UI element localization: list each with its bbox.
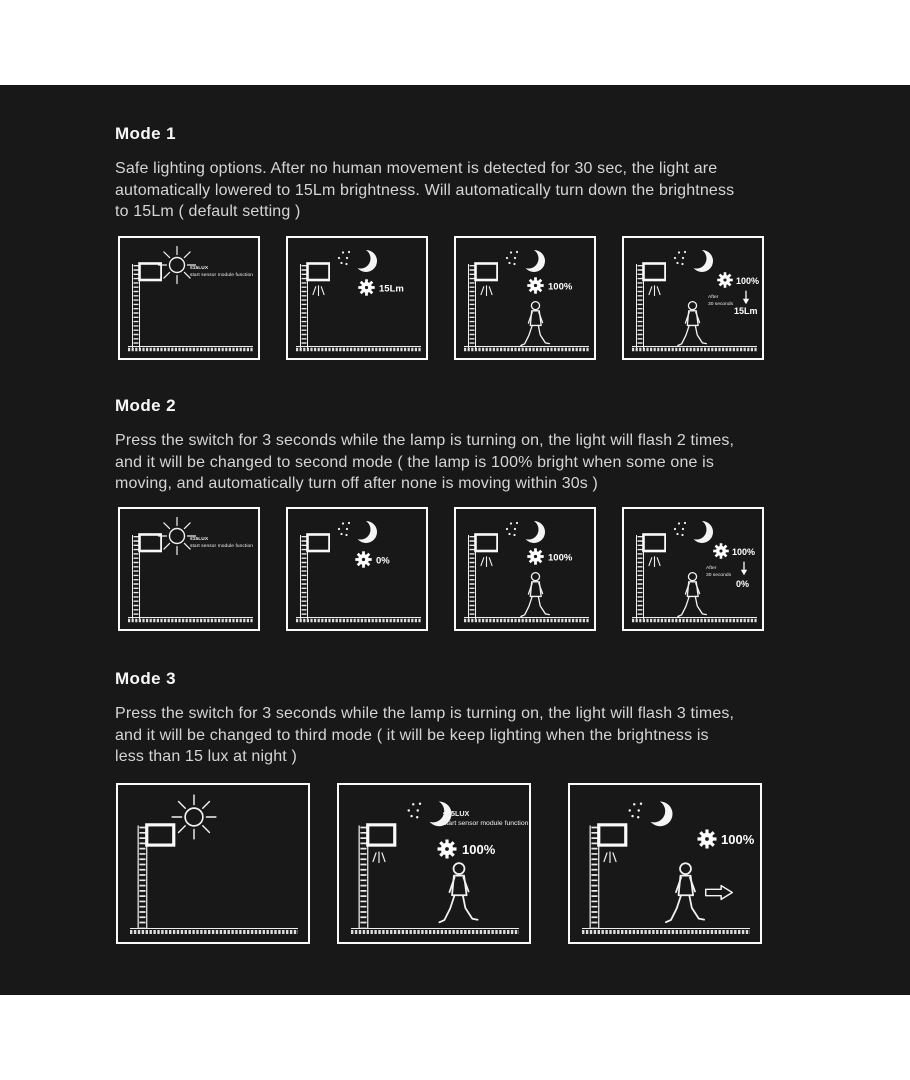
- moon-icon: [506, 249, 545, 273]
- street-lamp-icon: [301, 264, 330, 349]
- brightness-label: 100%: [462, 842, 496, 857]
- down-arrow-icon: [741, 562, 747, 576]
- person-icon: [678, 573, 706, 617]
- mode-2-desc-line-1: Press the switch for 3 seconds while the lamp is turning on, the light will flash 2 times,: [115, 432, 735, 449]
- person-icon: [678, 302, 706, 346]
- ground-line: [632, 618, 757, 621]
- after-result-label: 15Lm: [734, 306, 758, 316]
- moon-icon: [674, 249, 713, 273]
- light-rays-icon: [373, 852, 385, 863]
- down-arrow-icon: [743, 291, 749, 305]
- ground-line: [296, 618, 421, 621]
- moon-icon: [338, 520, 377, 544]
- street-lamp-icon: [469, 264, 498, 349]
- after-label-2: 30 seconds: [706, 573, 732, 578]
- street-lamp-icon: [637, 264, 666, 349]
- light-rays-icon: [481, 286, 492, 296]
- street-lamp-icon: [637, 535, 666, 620]
- mode-2-desc-line-2: and it will be changed to second mode ( the lamp is 100% bright when some one is: [115, 453, 715, 471]
- brightness-label: 100%: [736, 276, 760, 286]
- brightness-label: 15Lm: [379, 283, 404, 295]
- street-lamp-icon: [138, 825, 174, 929]
- street-lamp-icon: [133, 535, 162, 620]
- moon-icon: [338, 249, 377, 273]
- brightness-label: 100%: [548, 281, 573, 293]
- after-label-2: 30 seconds: [708, 302, 734, 307]
- mode3-panel-2: [337, 783, 531, 944]
- brightness-icon: [438, 840, 457, 859]
- mode3-panel-1: [116, 783, 310, 944]
- sensor-threshold-label: ≤15LUX: [190, 537, 209, 542]
- mode-1-desc-line-2: automatically lowered to 15Lm brightness. Will automatically turn down the brightness: [115, 181, 735, 199]
- light-rays-icon: [649, 286, 660, 296]
- ground-line: [464, 618, 589, 621]
- mode2-panel-2: [286, 507, 428, 631]
- mode3-panel-3: [568, 783, 762, 944]
- sensor-function-label: start sensor module function: [443, 820, 529, 827]
- brightness-icon: [355, 551, 371, 567]
- light-rays-icon: [481, 557, 492, 567]
- brightness-label: 100%: [721, 832, 755, 847]
- after-label-1: After: [706, 566, 717, 571]
- right-arrow-icon: [706, 886, 733, 900]
- ground-line: [632, 347, 757, 350]
- light-rays-icon: [313, 286, 324, 296]
- ground-line: [351, 929, 519, 933]
- after-label-1: After: [708, 295, 719, 300]
- mode-1-title: Mode 1: [115, 124, 176, 143]
- person-icon: [521, 302, 549, 346]
- brightness-icon: [713, 543, 729, 559]
- street-lamp-icon: [133, 264, 162, 349]
- person-icon: [521, 573, 549, 617]
- mode-3-description: [115, 703, 734, 768]
- mode-3-desc-line-3: less than 15 lux at night ): [115, 748, 297, 766]
- mode-2-description: [115, 430, 734, 495]
- mode1-panel-4: [622, 236, 764, 360]
- mode-1-desc-line-3: to 15Lm ( default setting ): [115, 203, 301, 221]
- moon-icon: [506, 520, 545, 544]
- ground-line: [128, 347, 253, 350]
- street-lamp-icon: [590, 825, 626, 929]
- mode-3-desc-line-1: Press the switch for 3 seconds while the lamp is turning on, the light will flash 3 times,: [115, 705, 735, 722]
- mode2-panel-3: [454, 507, 596, 631]
- sun-icon: [172, 795, 216, 839]
- light-rays-icon: [604, 852, 616, 863]
- brightness-icon: [527, 548, 543, 564]
- ground-line: [296, 347, 421, 350]
- moon-icon: [629, 800, 673, 826]
- mode1-panel-2: [286, 236, 428, 360]
- light-rays-icon: [649, 557, 660, 567]
- sensor-function-label: start sensor module function: [190, 544, 254, 549]
- mode-3-title: Mode 3: [115, 669, 176, 688]
- ground-line: [464, 347, 589, 350]
- person-icon: [439, 863, 477, 922]
- sensor-threshold-label: ≤15LUX: [190, 266, 209, 271]
- brightness-icon: [358, 279, 374, 295]
- after-result-label: 0%: [736, 579, 750, 589]
- mode-1-desc-line-1: Safe lighting options. After no human movement is detected for 30 sec, the light are: [115, 160, 718, 177]
- sensor-threshold-label: ≤15LUX: [443, 809, 470, 818]
- brightness-icon: [717, 272, 733, 288]
- mode-3-desc-line-2: and it will be changed to third mode ( it will be keep lighting when the brightness is: [115, 726, 709, 744]
- sensor-function-label: start sensor module function: [190, 273, 254, 278]
- mode2-panel-4: [622, 507, 764, 631]
- brightness-label: 100%: [732, 547, 756, 557]
- brightness-icon: [698, 830, 717, 849]
- mode2-panel-1: [118, 507, 260, 631]
- ground-line: [128, 618, 253, 621]
- ground-line: [582, 929, 750, 933]
- mode-2-title: Mode 2: [115, 396, 176, 415]
- mode-1-description: [115, 158, 734, 223]
- street-lamp-icon: [469, 535, 498, 620]
- ground-line: [130, 929, 298, 933]
- brightness-icon: [527, 277, 543, 293]
- mode1-panel-3: [454, 236, 596, 360]
- brightness-label: 100%: [548, 552, 573, 564]
- mode1-panel-1: [118, 236, 260, 360]
- person-icon: [666, 863, 704, 922]
- moon-icon: [674, 520, 713, 544]
- mode-2-desc-line-3: moving, and automatically turn off after none is moving within 30s ): [115, 475, 599, 493]
- street-lamp-icon: [359, 825, 395, 929]
- street-lamp-icon: [301, 535, 330, 620]
- brightness-label: 0%: [376, 555, 390, 567]
